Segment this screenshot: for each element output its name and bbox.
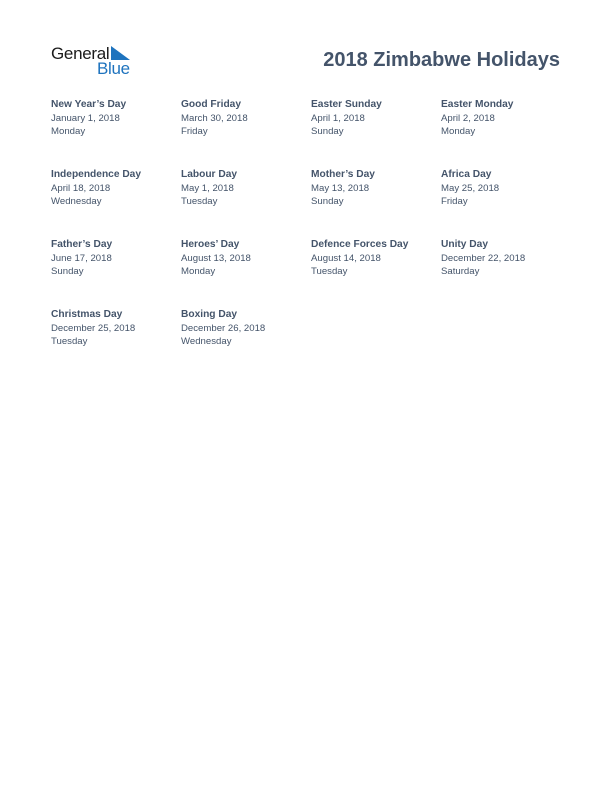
holiday-entry	[441, 168, 571, 238]
holiday-name: Defence Forces Day	[311, 239, 409, 250]
holiday-entry	[51, 308, 181, 378]
holiday-name: Good Friday	[181, 99, 241, 110]
holiday-date: March 30, 2018	[181, 112, 248, 124]
holiday-date: August 13, 2018	[181, 252, 251, 264]
holiday-entry	[51, 168, 181, 238]
holiday-entry	[441, 98, 571, 168]
holiday-entry	[441, 238, 571, 308]
holiday-name: Africa Day	[441, 169, 492, 180]
holiday-weekday: Sunday	[311, 196, 344, 208]
holiday-weekday: Sunday	[311, 126, 344, 138]
holiday-date: May 13, 2018	[311, 182, 370, 194]
holiday-weekday: Monday	[441, 126, 476, 138]
logo-word-general: General	[51, 44, 110, 63]
logo-triangle-icon	[111, 46, 130, 60]
holiday-date: December 26, 2018	[181, 322, 266, 334]
holiday-name: Christmas Day	[51, 309, 123, 320]
holiday-weekday: Sunday	[51, 266, 84, 278]
holiday-weekday: Wednesday	[51, 196, 102, 208]
holiday-entry	[181, 238, 311, 308]
holiday-grid	[51, 98, 571, 378]
page-title: 2018 Zimbabwe Holidays	[323, 49, 560, 71]
holiday-date: April 1, 2018	[311, 112, 365, 124]
holiday-name: Independence Day	[51, 169, 142, 180]
holiday-date: May 1, 2018	[181, 182, 234, 194]
holiday-weekday: Friday	[181, 126, 208, 138]
holiday-date: August 14, 2018	[311, 252, 381, 264]
holiday-name: Boxing Day	[181, 309, 238, 320]
holiday-weekday: Tuesday	[181, 196, 218, 208]
holiday-date: June 17, 2018	[51, 252, 112, 264]
holiday-weekday: Tuesday	[51, 336, 88, 348]
holiday-name: Unity Day	[441, 239, 488, 250]
holiday-date: December 22, 2018	[441, 252, 526, 264]
holiday-date: December 25, 2018	[51, 322, 136, 334]
holiday-entry	[51, 98, 181, 168]
holiday-weekday: Monday	[51, 126, 86, 138]
holiday-date: May 25, 2018	[441, 182, 500, 194]
holiday-entry	[181, 168, 311, 238]
holiday-name: Easter Sunday	[311, 99, 382, 110]
holiday-name: Labour Day	[181, 169, 238, 180]
holiday-weekday: Monday	[181, 266, 216, 278]
holiday-weekday: Tuesday	[311, 266, 348, 278]
generalblue-logo	[51, 44, 141, 78]
holiday-entry	[181, 98, 311, 168]
holiday-weekday: Friday	[441, 196, 468, 208]
holiday-date: January 1, 2018	[51, 112, 120, 124]
holiday-entry	[181, 308, 311, 378]
holiday-entry	[51, 238, 181, 308]
holiday-name: New Year’s Day	[51, 99, 127, 110]
holiday-weekday: Wednesday	[181, 336, 232, 348]
holiday-entry	[311, 238, 441, 308]
logo-word-blue: Blue	[97, 59, 130, 78]
holiday-name: Easter Monday	[441, 99, 514, 110]
holiday-weekday: Saturday	[441, 266, 480, 278]
holiday-date: April 2, 2018	[441, 112, 495, 124]
holiday-name: Mother’s Day	[311, 169, 375, 180]
holiday-date: April 18, 2018	[51, 182, 111, 194]
holiday-name: Heroes’ Day	[181, 239, 240, 250]
holiday-name: Father’s Day	[51, 239, 113, 250]
holiday-entry	[311, 98, 441, 168]
holiday-entry	[311, 168, 441, 238]
